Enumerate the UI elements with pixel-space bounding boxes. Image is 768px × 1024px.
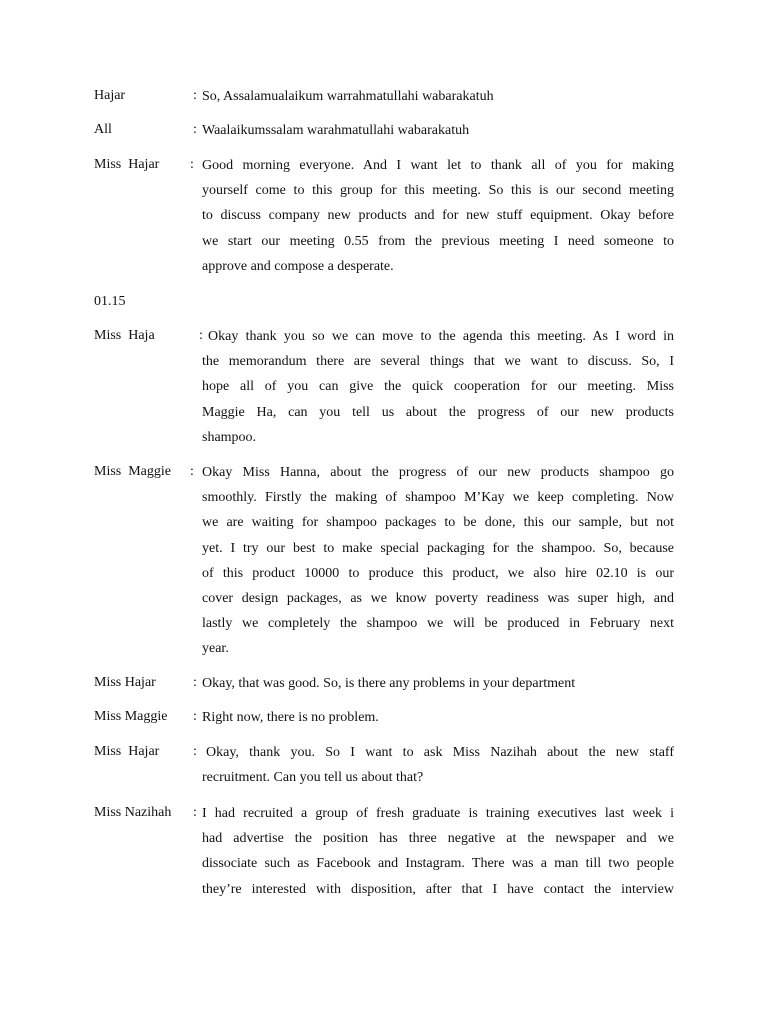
- speaker-colon: :: [193, 744, 197, 759]
- utterance-line: smoothly. Firstly the making of shampoo M’Kay we keep completing. Now: [202, 490, 674, 505]
- speaker-name: Miss Hajar: [94, 675, 156, 690]
- utterance-line: the memorandum there are several things that we want to discuss. So, I: [202, 354, 674, 369]
- speaker-name: Miss Hajar: [94, 157, 160, 172]
- speaker-colon: :: [199, 328, 203, 343]
- speaker-name: Miss Haja: [94, 328, 155, 343]
- speaker-colon: :: [193, 709, 197, 724]
- utterance-line: Right now, there is no problem.: [202, 710, 379, 725]
- speaker-colon: :: [190, 157, 194, 172]
- utterance-line: cover design packages, as we know poverty readiness was super high, and: [202, 591, 674, 606]
- speaker-colon: :: [190, 464, 194, 479]
- speaker-name: Miss Nazihah: [94, 805, 172, 820]
- utterance-line: recruitment. Can you tell us about that?: [202, 770, 424, 785]
- speaker-name: Miss Maggie: [94, 709, 168, 724]
- speaker-colon: :: [193, 805, 197, 820]
- utterance-line: Maggie Ha, can you tell us about the progress of our new products: [202, 405, 674, 420]
- speaker-name: Miss Maggie: [94, 464, 171, 479]
- utterance-line: we start our meeting 0.55 from the previous meeting I need someone to: [202, 234, 674, 249]
- speaker-name: Hajar: [94, 88, 126, 103]
- utterance-line: I had recruited a group of fresh graduate is training executives last week i: [202, 806, 674, 821]
- utterance-line: had advertise the position has three negative at the newspaper and we: [202, 831, 674, 846]
- utterance-line: dissociate such as Facebook and Instagram. There was a man till two people: [202, 856, 674, 871]
- speaker-name: All: [94, 122, 112, 137]
- speaker-colon: :: [193, 88, 197, 103]
- utterance-line: we are waiting for shampoo packages to be done, this our sample, but not: [202, 515, 674, 530]
- utterance-line: yourself come to this group for this meeting. So this is our second meeting: [202, 183, 674, 198]
- utterance-line: of this product 10000 to produce this product, we also hire 02.10 is our: [202, 566, 674, 581]
- utterance-line: Good morning everyone. And I want let to thank all of you for making: [202, 158, 674, 173]
- utterance-line: they’re interested with disposition, after that I have contact the interview: [202, 882, 674, 897]
- utterance-line: Okay, that was good. So, is there any problems in your department: [202, 676, 576, 691]
- utterance-line: to discuss company new products and for new stuff equipment. Okay before: [202, 208, 674, 223]
- utterance-line: lastly we completely the shampoo we will be produced in February next: [202, 616, 674, 631]
- speaker-colon: :: [193, 675, 197, 690]
- timestamp: 01.15: [94, 294, 126, 309]
- utterance-line: shampoo.: [202, 430, 257, 445]
- utterance-line: hope all of you can give the quick cooperation for our meeting. Miss: [202, 379, 674, 394]
- utterance-line: Okay Miss Hanna, about the progress of our new products shampoo go: [202, 465, 674, 480]
- utterance-line: Waalaikumssalam warahmatullahi wabarakatuh: [202, 123, 470, 138]
- utterance-line: So, Assalamualaikum warrahmatullahi wabarakatuh: [202, 89, 494, 104]
- utterance-line: approve and compose a desperate.: [202, 259, 394, 274]
- utterance-line: yet. I try our best to make special packaging for the shampoo. So, because: [202, 541, 674, 556]
- utterance-line: Okay thank you so we can move to the agenda this meeting. As I word in: [208, 329, 674, 344]
- utterance-line: year.: [202, 641, 229, 656]
- speaker-colon: :: [193, 122, 197, 137]
- speaker-name: Miss Hajar: [94, 744, 160, 759]
- utterance-line: Okay, thank you. So I want to ask Miss Nazihah about the new staff: [206, 745, 674, 760]
